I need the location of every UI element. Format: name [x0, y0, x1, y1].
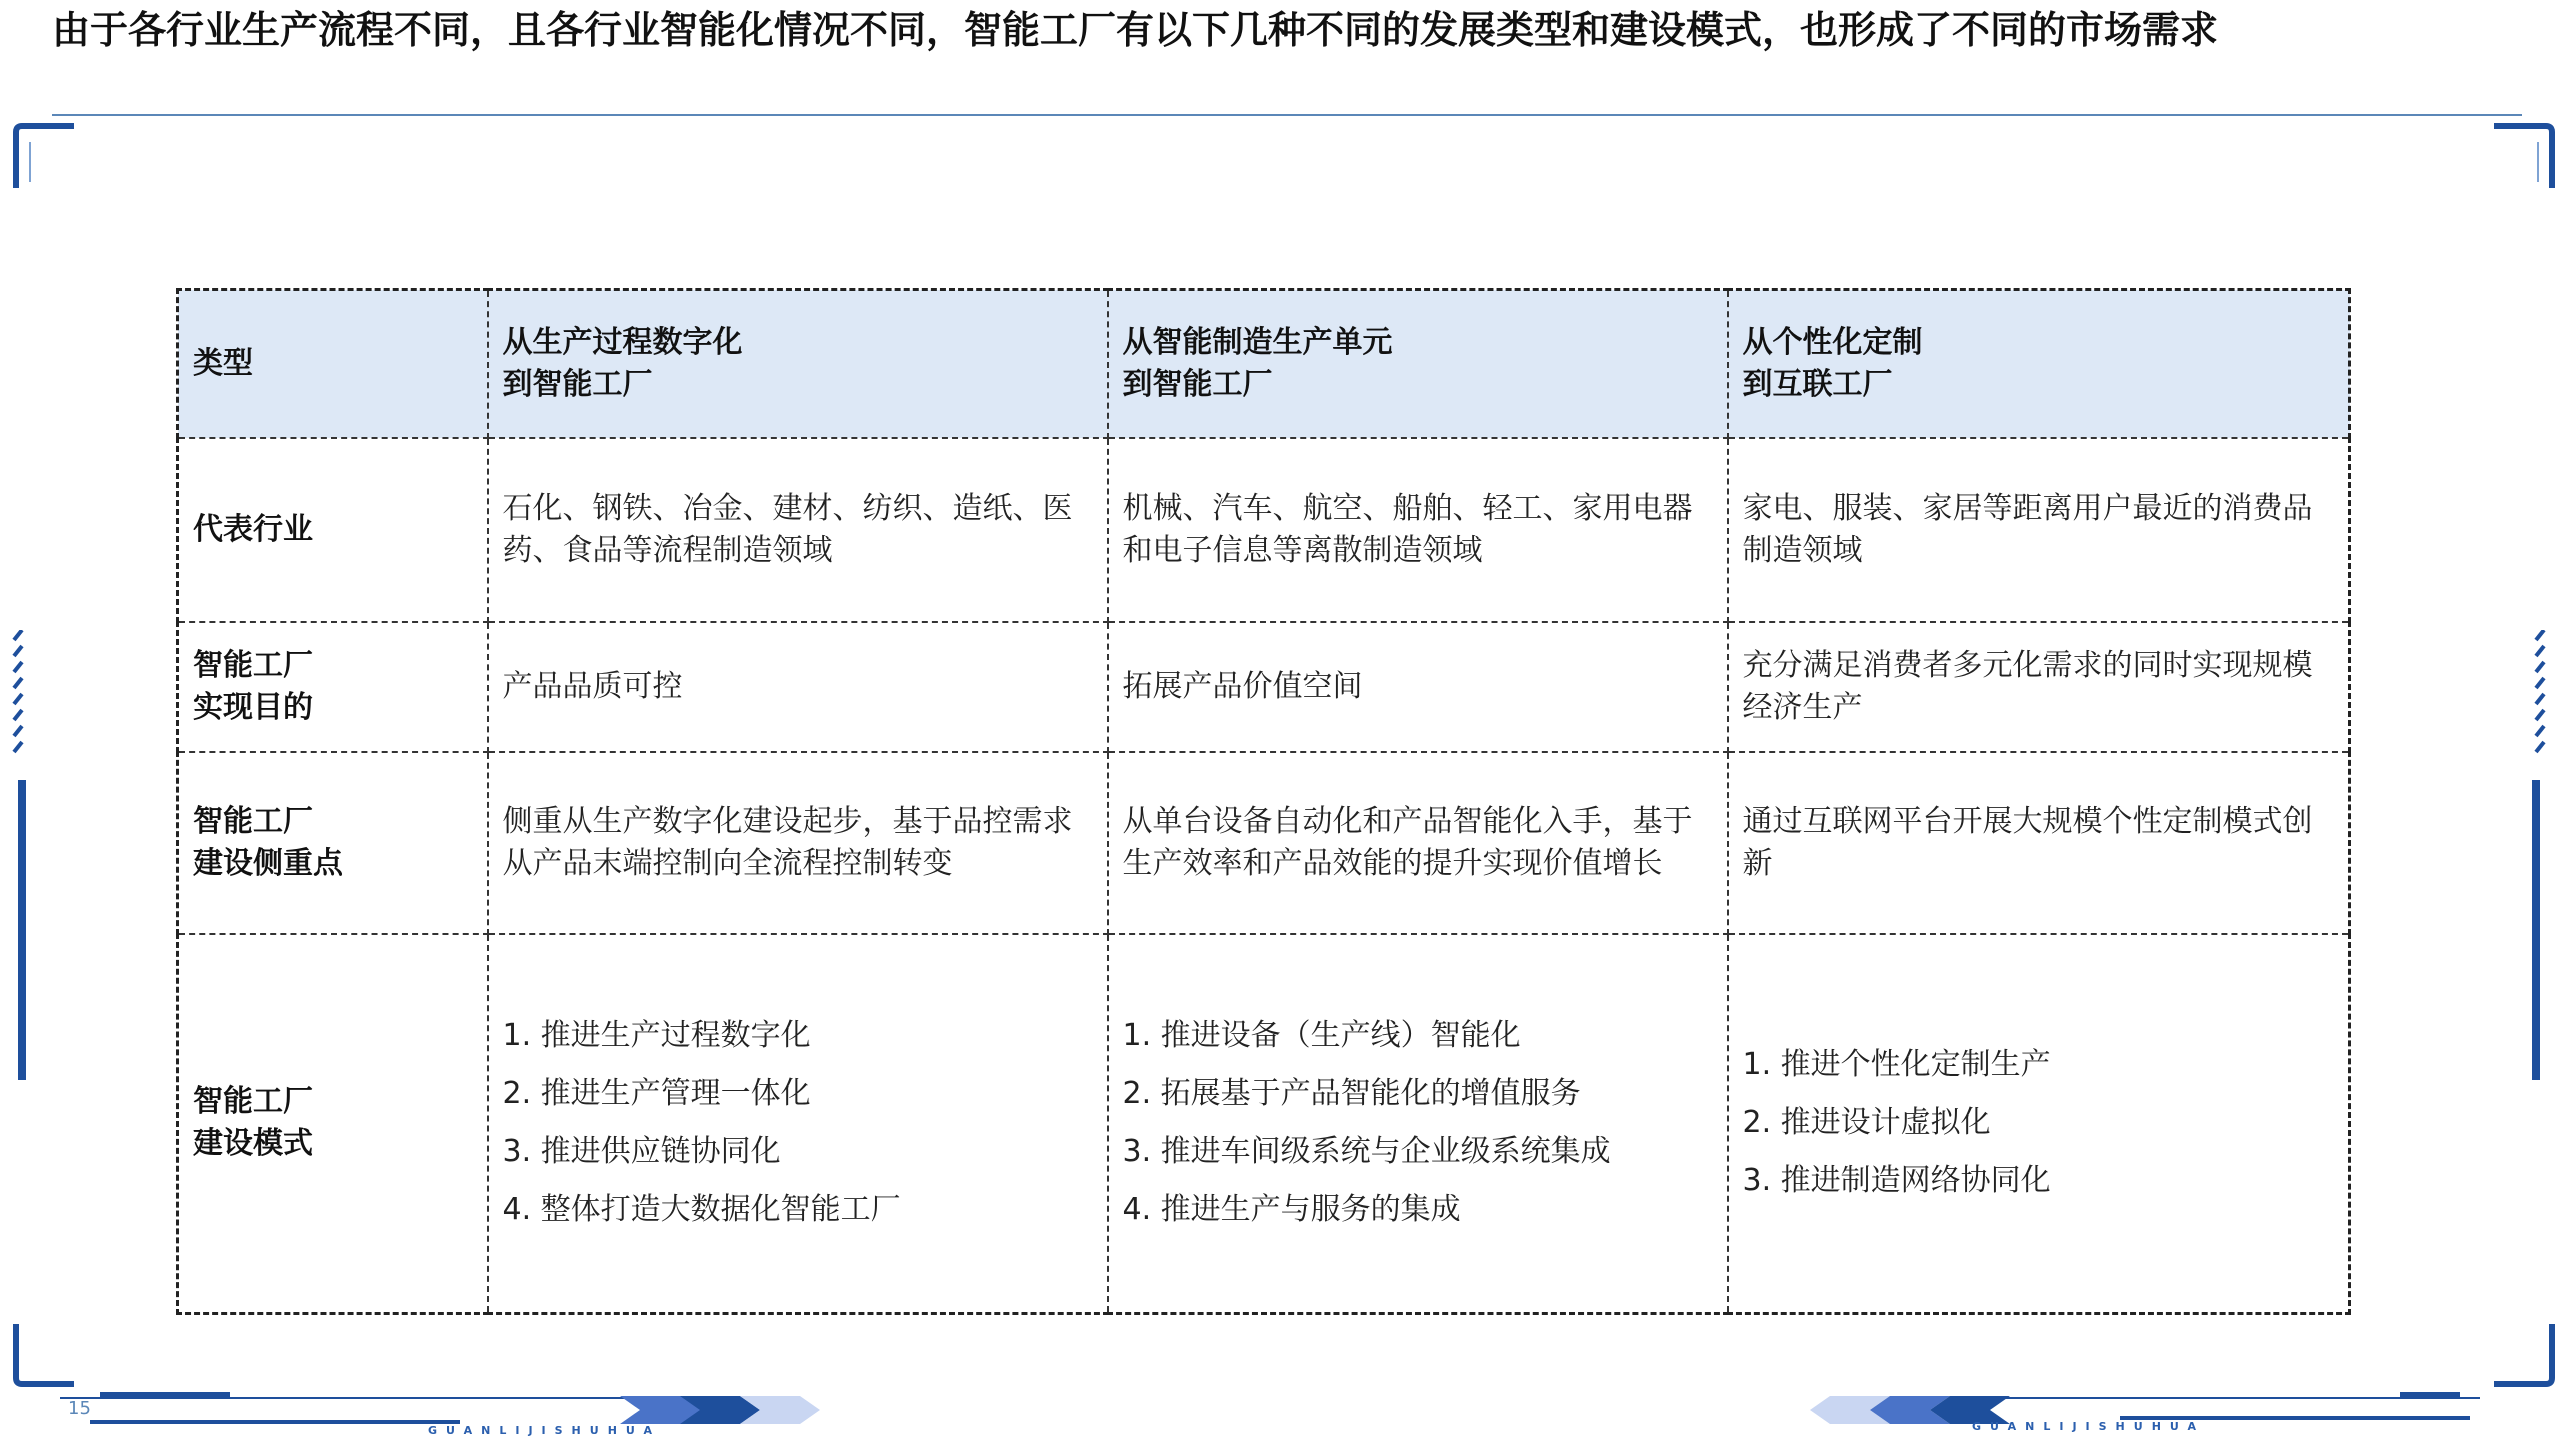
table-row-industry [178, 438, 2350, 622]
table-row-purpose [178, 622, 2350, 752]
row-label-focus-line2: 建设侧重点 [193, 845, 343, 881]
page-title: 由于各行业生产流程不同，且各行业智能化情况不同，智能工厂有以下几种不同的发展类型和建设模式，也形成了不同的市场需求 [52, 8, 2219, 52]
list-item: 2. 拓展基于产品智能化的增值服务 [1122, 1076, 1581, 1112]
cell-industry-col2: 机械、汽车、航空、船舶、轻工、家用电器和电子信息等离散制造领域 [1108, 438, 1728, 622]
cell-mode-col2 [1108, 934, 1728, 1314]
cell-purpose-col1: 产品品质可控 [488, 622, 1108, 752]
cell-purpose-col2: 拓展产品价值空间 [1108, 622, 1728, 752]
list-item: 3. 推进制造网络协同化 [1742, 1163, 2051, 1199]
row-label-purpose-line2: 实现目的 [193, 689, 313, 725]
header-col1-line1: 从生产过程数字化 [502, 324, 743, 360]
row-label-purpose [178, 622, 488, 752]
right-side-decoration [2530, 630, 2550, 1090]
header-col3 [1728, 290, 2350, 438]
cell-purpose-col3: 充分满足消费者多元化需求的同时实现规模经济生产 [1728, 622, 2350, 752]
row-label-focus-line1: 智能工厂 [193, 803, 313, 839]
footer-brand-right: GUANLIJISHUHUA [1972, 1420, 2206, 1433]
header-col3-line2: 到互联工厂 [1742, 366, 1893, 402]
smart-factory-comparison-table [176, 288, 2351, 1315]
list-item: 2. 推进生产管理一体化 [502, 1076, 811, 1112]
cell-mode-col1 [488, 934, 1108, 1314]
header-col2-line2: 到智能工厂 [1122, 366, 1273, 402]
row-label-industry-line1: 代表行业 [193, 511, 313, 547]
list-item: 3. 推进供应链协同化 [502, 1134, 781, 1170]
row-label-purpose-line1: 智能工厂 [193, 647, 313, 683]
header-col1-line2: 到智能工厂 [502, 366, 653, 402]
page-number: 15 [68, 1398, 91, 1419]
cell-industry-col1: 石化、钢铁、冶金、建材、纺织、造纸、医药、食品等流程制造领域 [488, 438, 1108, 622]
table-row-mode [178, 934, 2350, 1314]
list-item: 1. 推进个性化定制生产 [1742, 1047, 2051, 1083]
list-item: 4. 推进生产与服务的集成 [1122, 1192, 1461, 1228]
left-side-decoration [8, 630, 28, 1090]
row-label-focus [178, 752, 488, 934]
cell-focus-col2: 从单台设备自动化和产品智能化入手，基于生产效率和产品效能的提升实现价值增长 [1108, 752, 1728, 934]
header-col2 [1108, 290, 1728, 438]
header-col2-line1: 从智能制造生产单元 [1122, 324, 1393, 360]
table-row-focus [178, 752, 2350, 934]
cell-industry-col3: 家电、服装、家居等距离用户最近的消费品制造领域 [1728, 438, 2350, 622]
row-label-industry [178, 438, 488, 622]
header-type-label: 类型 [178, 290, 488, 438]
row-label-mode [178, 934, 488, 1314]
cell-focus-col1: 侧重从生产数字化建设起步，基于品控需求从产品末端控制向全流程控制转变 [488, 752, 1108, 934]
corner-bracket-bottom-right [2486, 1320, 2556, 1390]
cell-mode-col3 [1728, 934, 2350, 1314]
list-item: 2. 推进设计虚拟化 [1742, 1105, 1991, 1141]
list-item: 4. 整体打造大数据化智能工厂 [502, 1192, 901, 1228]
list-item: 1. 推进设备（生产线）智能化 [1122, 1018, 1521, 1054]
footer-brand-left: GUANLIJISHUHUA [428, 1424, 662, 1437]
row-label-mode-line1: 智能工厂 [193, 1084, 313, 1120]
corner-bracket-bottom-left [12, 1320, 82, 1390]
row-label-mode-line2: 建设模式 [193, 1126, 313, 1162]
corner-bracket-top-right [2486, 122, 2556, 192]
corner-bracket-top-left [12, 122, 82, 192]
header-col3-line1: 从个性化定制 [1742, 324, 1923, 360]
cell-focus-col3: 通过互联网平台开展大规模个性定制模式创新 [1728, 752, 2350, 934]
list-item: 1. 推进生产过程数字化 [502, 1018, 811, 1054]
table-header-row [178, 290, 2350, 438]
title-divider [52, 114, 2522, 116]
header-col1 [488, 290, 1108, 438]
list-item: 3. 推进车间级系统与企业级系统集成 [1122, 1134, 1611, 1170]
